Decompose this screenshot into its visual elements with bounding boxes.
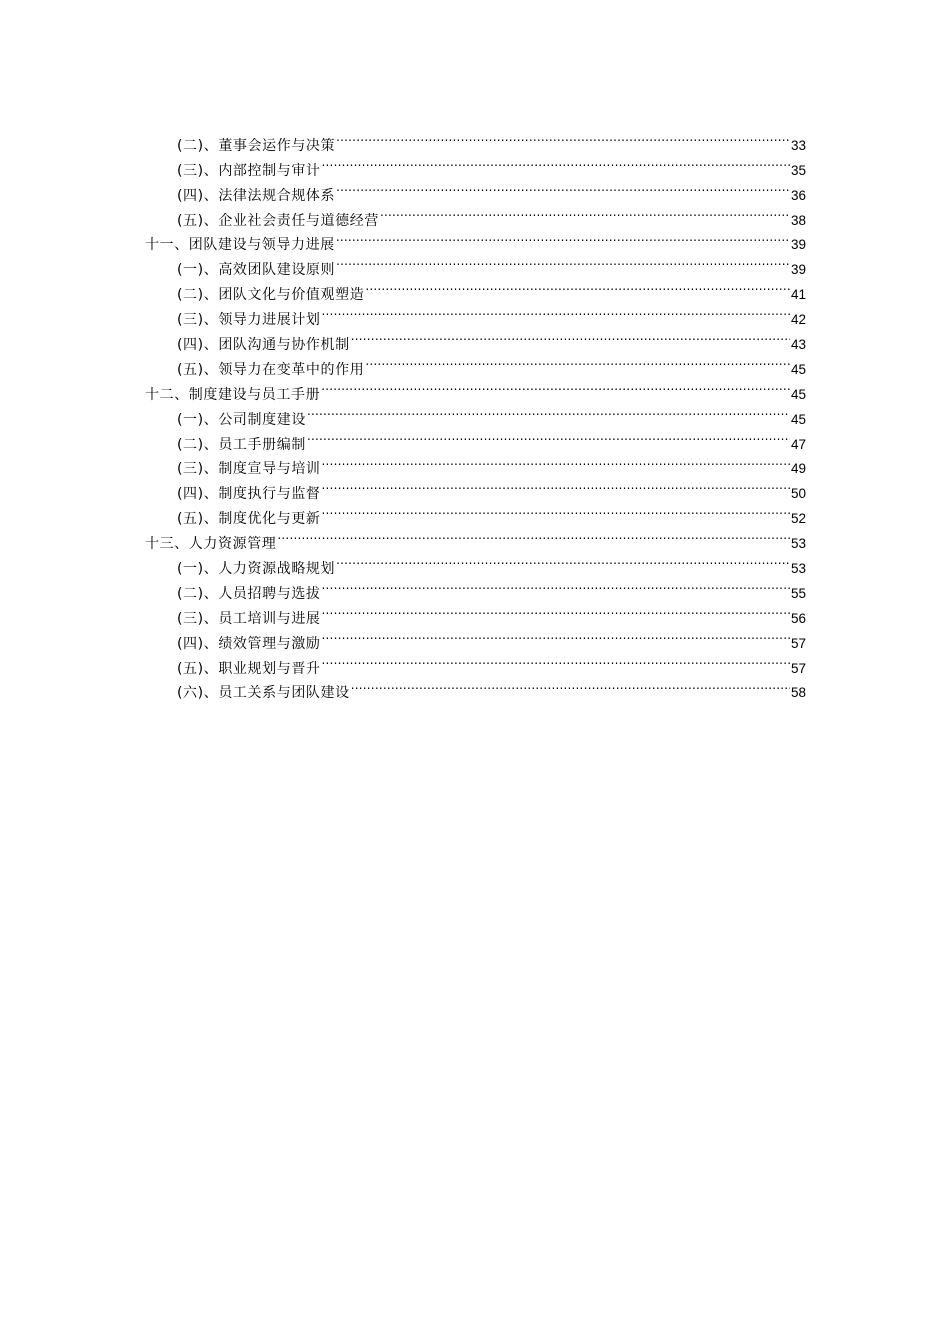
toc-entry-title: 十三、人力资源管理 xyxy=(145,536,277,553)
toc-page-number: 53 xyxy=(790,561,806,577)
toc-entry-title: (二)、员工手册编制 xyxy=(177,436,306,453)
toc-page-number: 55 xyxy=(790,585,806,601)
table-of-contents xyxy=(145,125,806,702)
toc-dot-leader xyxy=(365,349,790,374)
toc-entry-title: (三)、领导力进展计划 xyxy=(177,312,321,329)
toc-dot-leader xyxy=(336,249,790,274)
toc-entry-title: 十一、团队建设与领导力进展 xyxy=(145,237,335,254)
toc-dot-leader xyxy=(336,225,790,250)
toc-page-number: 35 xyxy=(790,162,806,178)
toc-page-number: 53 xyxy=(790,536,806,552)
toc-page-number: 38 xyxy=(790,212,806,228)
toc-page-number: 39 xyxy=(790,262,806,278)
toc-entry-title: (六)、员工关系与团队建设 xyxy=(177,685,350,702)
toc-page-number: 58 xyxy=(790,685,806,701)
toc-page-number: 43 xyxy=(790,337,806,353)
toc-dot-leader xyxy=(322,449,790,474)
toc-page-number: 45 xyxy=(790,411,806,427)
toc-entry-title: (一)、公司制度建设 xyxy=(177,411,306,428)
toc-dot-leader xyxy=(307,424,790,449)
toc-dot-leader xyxy=(322,598,790,623)
toc-entry-title: (二)、董事会运作与决策 xyxy=(177,137,336,154)
toc-page-number: 50 xyxy=(790,486,806,502)
toc-entry-title: (四)、团队沟通与协作机制 xyxy=(177,337,350,354)
toc-dot-leader xyxy=(322,150,790,175)
toc-page-number: 33 xyxy=(790,137,806,153)
toc-entry-title: (三)、内部控制与审计 xyxy=(177,162,321,179)
toc-page-number: 45 xyxy=(790,386,806,402)
toc-page-number: 56 xyxy=(790,610,806,626)
toc-entry-title: (四)、法律法规合规体系 xyxy=(177,187,336,204)
toc-dot-leader xyxy=(365,274,790,299)
toc-entry-title: (一)、人力资源战略规划 xyxy=(177,561,336,578)
toc-section-entry[interactable] xyxy=(145,125,806,154)
toc-dot-leader xyxy=(351,673,790,698)
toc-dot-leader xyxy=(321,374,790,399)
toc-page-number: 49 xyxy=(790,461,806,477)
toc-dot-leader xyxy=(322,498,790,523)
toc-page-number: 52 xyxy=(790,511,806,527)
toc-dot-leader xyxy=(351,324,790,349)
toc-dot-leader xyxy=(322,299,790,324)
toc-entry-title: 十二、制度建设与员工手册 xyxy=(145,386,321,403)
toc-entry-title: (二)、人员招聘与选拔 xyxy=(177,585,321,602)
toc-page-number: 57 xyxy=(790,635,806,651)
toc-page-number: 47 xyxy=(790,436,806,452)
toc-page-number: 57 xyxy=(790,660,806,676)
toc-entry-title: (三)、员工培训与进展 xyxy=(177,610,321,627)
toc-dot-leader xyxy=(277,523,790,548)
toc-entry-title: (四)、绩效管理与激励 xyxy=(177,635,321,652)
toc-entry-title: (四)、制度执行与监督 xyxy=(177,486,321,503)
toc-page-number: 45 xyxy=(790,361,806,377)
toc-dot-leader xyxy=(307,399,790,424)
toc-entry-title: (五)、企业社会责任与道德经营 xyxy=(177,212,379,229)
toc-entry-title: (一)、高效团队建设原则 xyxy=(177,262,336,279)
toc-dot-leader xyxy=(322,648,790,673)
toc-dot-leader xyxy=(336,548,790,573)
toc-page-number: 39 xyxy=(790,237,806,253)
toc-entry-title: (五)、领导力在变革中的作用 xyxy=(177,361,365,378)
toc-entry-title: (三)、制度宣导与培训 xyxy=(177,461,321,478)
toc-page-number: 41 xyxy=(790,287,806,303)
toc-dot-leader xyxy=(336,125,790,150)
toc-dot-leader xyxy=(380,200,790,225)
toc-entry-title: (二)、团队文化与价值观塑造 xyxy=(177,287,365,304)
toc-dot-leader xyxy=(322,623,790,648)
toc-page-number: 36 xyxy=(790,187,806,203)
toc-dot-leader xyxy=(336,175,790,200)
toc-page-number: 42 xyxy=(790,312,806,328)
toc-dot-leader xyxy=(322,573,790,598)
toc-entry-title: (五)、职业规划与晋升 xyxy=(177,660,321,677)
toc-dot-leader xyxy=(322,473,790,498)
toc-entry-title: (五)、制度优化与更新 xyxy=(177,511,321,528)
